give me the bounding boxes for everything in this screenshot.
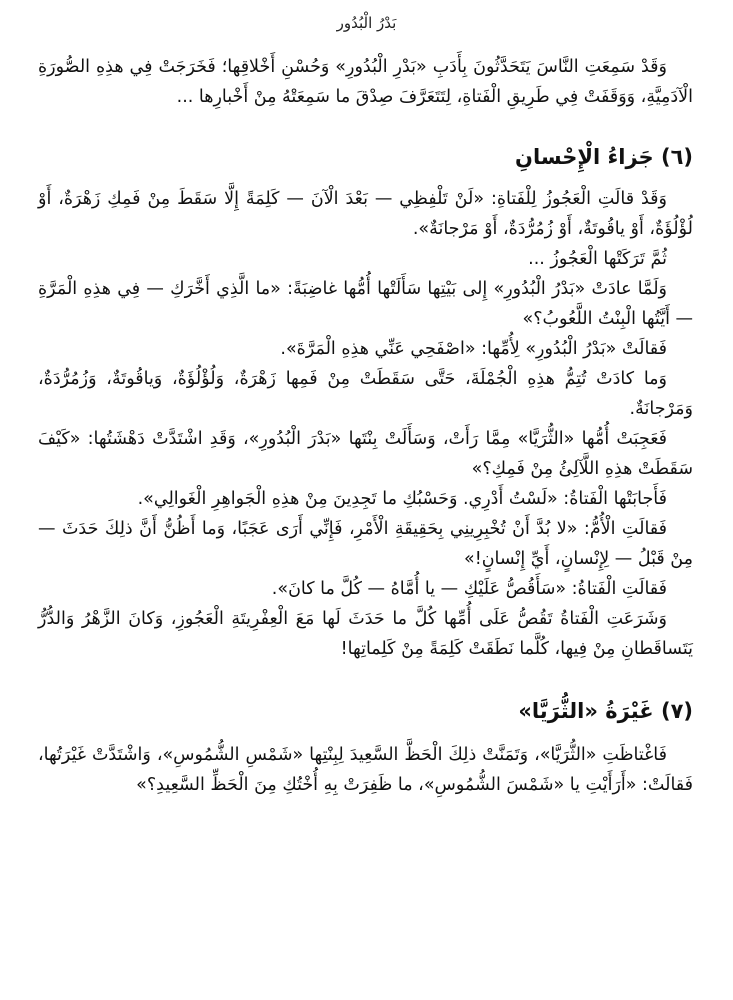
paragraph: فَأَجابَتْها الْفَتاةُ: «لَسْتُ أَدْرِي. وَحَسْبُكِ ما تَجِدِينَ مِنْ هذِهِ الْجَواهِرِ الْغَوالِي». bbox=[137, 489, 667, 509]
paragraph: فَاغْتاظَتِ «الثُّرَيَّا»، وَتَمَنَّتْ ذلِكَ الْحَظَّ السَّعِيدَ لِبِنْتِها «شَمْسِ الشُّمُوسِ»، وَاشْتَدَّتْ غَيْرَتُها، فَقالَتْ: «أَرَأَيْتِ يا «شَمْسَ الشُّمُوسِ»، ما ظَفِرَتْ بِهِ أُخْتُكِ مِنَ الْحَظِّ السَّعِيدِ؟» bbox=[38, 745, 693, 795]
section-6-heading: (٦) جَزاءُ الْإِحْسانِ bbox=[515, 145, 693, 169]
section-7-heading: (٧) غَيْرَةُ «الثُّرَيَّا» bbox=[518, 699, 693, 723]
paragraph: وَشَرَعَتِ الْفَتاةُ تَقُصُّ عَلَى أُمِّها كُلَّ ما حَدَثَ لَها مَعَ الْعِفْرِيتَةِ الْعَجُوزِ، وَكانَ الزَّهْرُ وَالدُّرُّ يَتَساقَطانِ مِنْ فِيها، كُلَّما نَطَقَتْ كَلِمَةً مِنْ كَلِماتِها! bbox=[38, 609, 693, 659]
running-header: بَدْرُ الْبُدُور bbox=[336, 14, 397, 32]
paragraph: فَقالَتِ الْفَتاةُ: «سَأَقُصُّ عَلَيْكِ — يا أُمَّاهُ — كُلَّ ما كانَ». bbox=[271, 579, 667, 599]
paragraph: فَقالَتِ الْأُمُّ: «لا بُدَّ أَنْ تُخْبِرِينِي بِحَقِيقَةِ الْأَمْرِ، فَإِنِّي أَرَى عَجَبًا، وَما أَظُنُّ أَنَّ ذلِكَ حَدَثَ — مِنْ قَبْلُ — لِإِنْسانٍ، أَيِّ إِنْسانٍ!» bbox=[38, 519, 693, 569]
paragraph: وَما كادَتْ تُتِمُّ هذِهِ الْجُمْلَةَ، حَتَّى سَقَطَتْ مِنْ فَمِها زَهْرَةٌ، وَلُؤْلُؤَةٌ، وَياقُوتَةٌ، وَزُمُرُّدَةٌ، وَمَرْجانَةٌ. bbox=[38, 369, 693, 419]
paragraph: ثُمَّ تَرَكَتْها الْعَجُوزُ ... bbox=[528, 249, 667, 269]
paragraph: وَلَمَّا عادَتْ «بَدْرُ الْبُدُورِ» إِلى بَيْتِها سَأَلَتْها أُمُّها غاضِبَةً: «ما الَّذِي أَخَّرَكِ — فِي هذِهِ الْمَرَّةِ — أَيَّتُها الْبِنْتُ اللَّعُوبُ؟» bbox=[38, 279, 693, 329]
intro-paragraph: وَقَدْ سَمِعَتِ النَّاسَ يَتَحَدَّثُونَ بِأَدَبِ «بَدْرِ الْبُدُورِ» وَحُسْنِ أَخْلاقِها؛ فَخَرَجَتْ فِي هذِهِ الصُّورَةِ الْآدَمِيَّةِ، وَوَقَفَتْ فِي طَرِيقِ الْفَتاةِ، لِتَتَعَرَّفَ صِدْقَ ما سَمِعَتْهُ مِنْ أَخْبارِها ... bbox=[38, 57, 693, 107]
paragraph: فَقالَتْ «بَدْرُ الْبُدُورِ» لِأُمِّها: «اصْفَحِي عَنِّي هذِهِ الْمَرَّةَ». bbox=[280, 339, 667, 359]
paragraph: وَقَدْ قالَتِ الْعَجُوزُ لِلْفَتاةِ: «لَنْ تَلْفِظِي — بَعْدَ الْآنَ — كَلِمَةً إِلَّا سَقَطَ مِنْ فَمِكِ زَهْرَةٌ، أَوْ لُؤْلُؤَةٌ، أَوْ ياقُوتَةٌ، أَوْ زُمُرُّدَةٌ، أَوْ مَرْجانَةٌ». bbox=[38, 189, 693, 239]
page-body bbox=[38, 52, 693, 800]
paragraph: فَعَجِبَتْ أُمُّها «الثُّرَيَّا» مِمَّا رَأَتْ، وَسَأَلَتْ بِنْتَها «بَدْرَ الْبُدُورِ»، وَقَدِ اشْتَدَّتْ دَهْشَتُها: «كَيْفَ سَقَطَتْ هذِهِ اللَّآلِئُ مِنْ فَمِكِ؟» bbox=[38, 429, 693, 479]
